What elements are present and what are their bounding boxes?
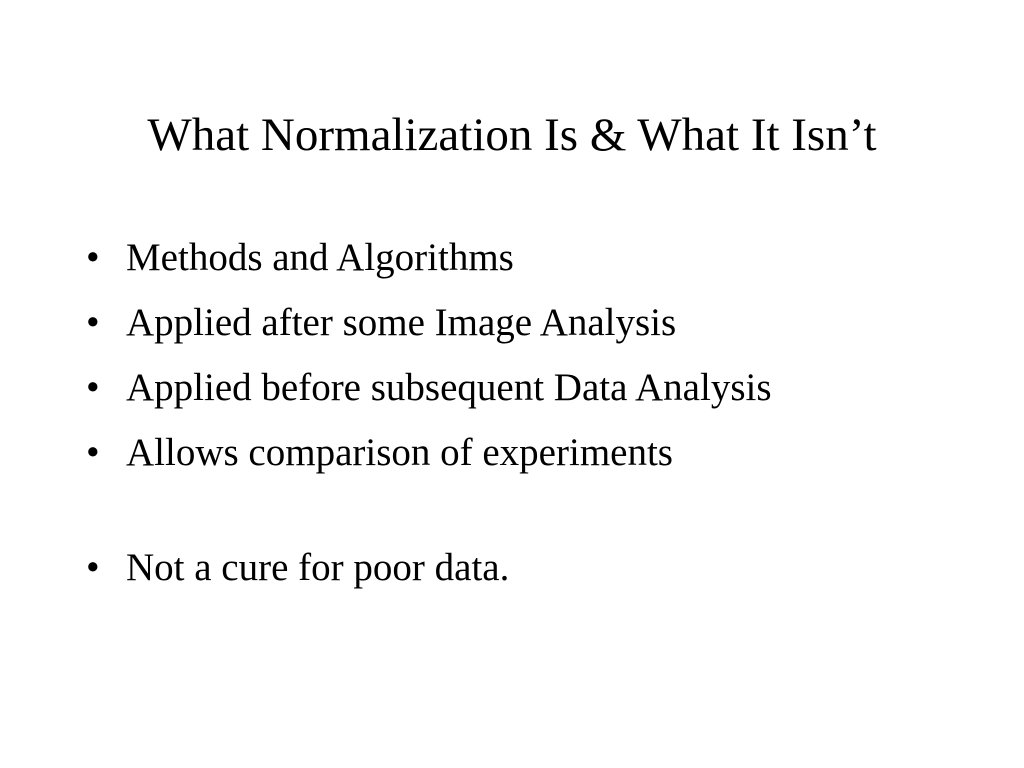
- bullet-text: Not a cure for poor data.: [126, 546, 510, 589]
- bullet-icon: •: [86, 431, 100, 474]
- bullet-text: Methods and Algorithms: [126, 236, 514, 279]
- list-item: [86, 543, 986, 592]
- list-item: [86, 298, 986, 347]
- bullet-text: Applied before subsequent Data Analysis: [126, 366, 772, 409]
- list-item: [86, 363, 986, 412]
- bullet-icon: •: [86, 366, 100, 409]
- bullet-icon: •: [86, 236, 100, 279]
- list-item: [86, 428, 986, 477]
- bullet-text: Allows comparison of experiments: [126, 431, 673, 474]
- list-item: [86, 233, 986, 282]
- bullet-text: Applied after some Image Analysis: [126, 301, 677, 344]
- bullet-icon: •: [86, 546, 100, 589]
- bullet-list: [86, 233, 986, 608]
- slide-title: What Normalization Is & What It Isn’t: [147, 109, 877, 161]
- bullet-icon: •: [86, 301, 100, 344]
